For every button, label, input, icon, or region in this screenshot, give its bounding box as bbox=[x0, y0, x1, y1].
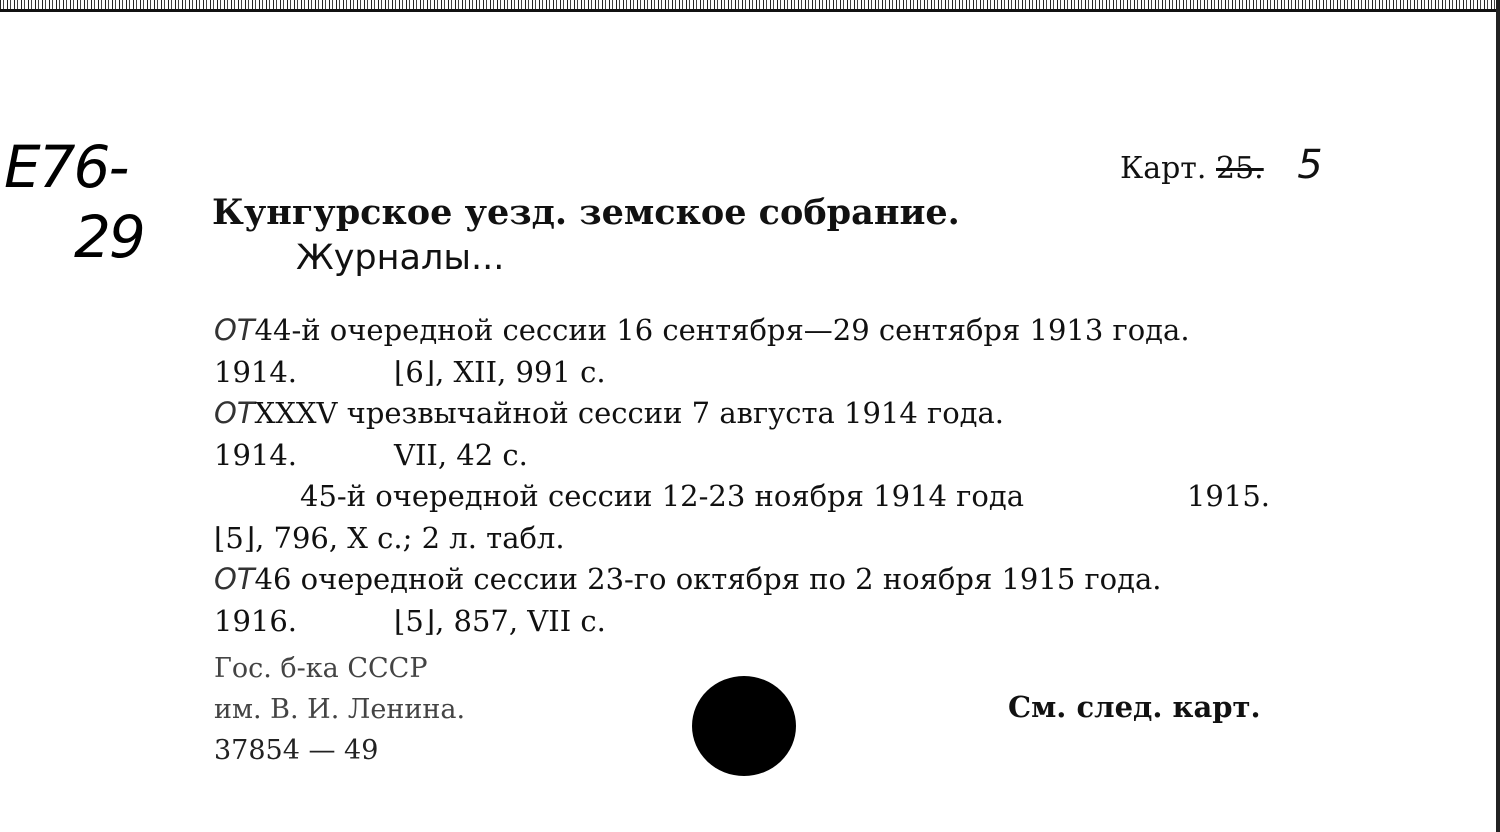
entry-2-mark: ОТ bbox=[214, 396, 255, 430]
entry-3-title: 45-й очередной сессии 12-23 ноября 1914 года bbox=[300, 479, 1024, 513]
entry-3-year: 1915. bbox=[1186, 479, 1270, 513]
entry-1-line-1 bbox=[214, 310, 1274, 352]
card-number-label: Карт. bbox=[1120, 151, 1207, 186]
entry-2-title: XXXV чрезвычайной сессии 7 августа 1914 года. bbox=[254, 396, 1005, 430]
entry-4-line-1 bbox=[214, 559, 1274, 601]
library-imprint bbox=[214, 648, 465, 771]
entry-3-pages: ⌊5⌋, 796, X с.; 2 л. табл. bbox=[214, 520, 565, 555]
entry-4-pages: ⌊5⌋, 857, VII с. bbox=[394, 603, 606, 638]
entry-4-title: 46 очередной сессии 23-го октября по 2 ноября 1915 года. bbox=[254, 562, 1162, 596]
shelf-code-line-2: 29 bbox=[74, 203, 144, 271]
see-next-card: См. след. карт. bbox=[1008, 690, 1261, 724]
library-imprint-line-2: им. В. И. Ленина. bbox=[214, 694, 466, 725]
entry-4-year: 1916. bbox=[214, 603, 298, 638]
handwritten-shelf-code bbox=[4, 132, 144, 272]
entry-4-line-2 bbox=[214, 601, 1274, 643]
entry-3-line-2 bbox=[214, 518, 1274, 560]
entry-1-mark: ОТ bbox=[214, 313, 255, 347]
card-right-edge bbox=[1496, 0, 1500, 832]
entry-2-pages: VII, 42 с. bbox=[394, 437, 528, 472]
entry-2-line-1 bbox=[214, 393, 1274, 435]
entries-list bbox=[214, 310, 1274, 642]
entry-2-line-2 bbox=[214, 435, 1274, 477]
entry-1-title: 44-й очередной сессии 16 сентября—29 сентября 1913 года. bbox=[254, 313, 1190, 347]
entry-2-year: 1914. bbox=[214, 437, 298, 472]
library-imprint-line-3: 37854 — 49 bbox=[214, 735, 379, 766]
card-number-new: 5 bbox=[1297, 142, 1323, 188]
card-heading: Кунгурское уезд. земское собрание. bbox=[212, 192, 960, 233]
library-imprint-line-1: Гос. б-ка СССР bbox=[214, 653, 428, 684]
card-number-old: 25. bbox=[1216, 151, 1264, 186]
entry-1-year: 1914. bbox=[214, 354, 298, 389]
card-subheading: Журналы... bbox=[296, 238, 505, 278]
card-number bbox=[1120, 142, 1323, 188]
entry-1-line-2 bbox=[214, 352, 1274, 394]
card-top-edge bbox=[0, 0, 1500, 12]
entry-4-mark: ОТ bbox=[214, 562, 255, 596]
card-punch-hole bbox=[692, 676, 796, 776]
entry-1-pages: ⌊6⌋, XII, 991 с. bbox=[394, 354, 606, 389]
shelf-code-line-1: E76- bbox=[4, 133, 128, 201]
entry-3-line-1 bbox=[214, 476, 1274, 518]
